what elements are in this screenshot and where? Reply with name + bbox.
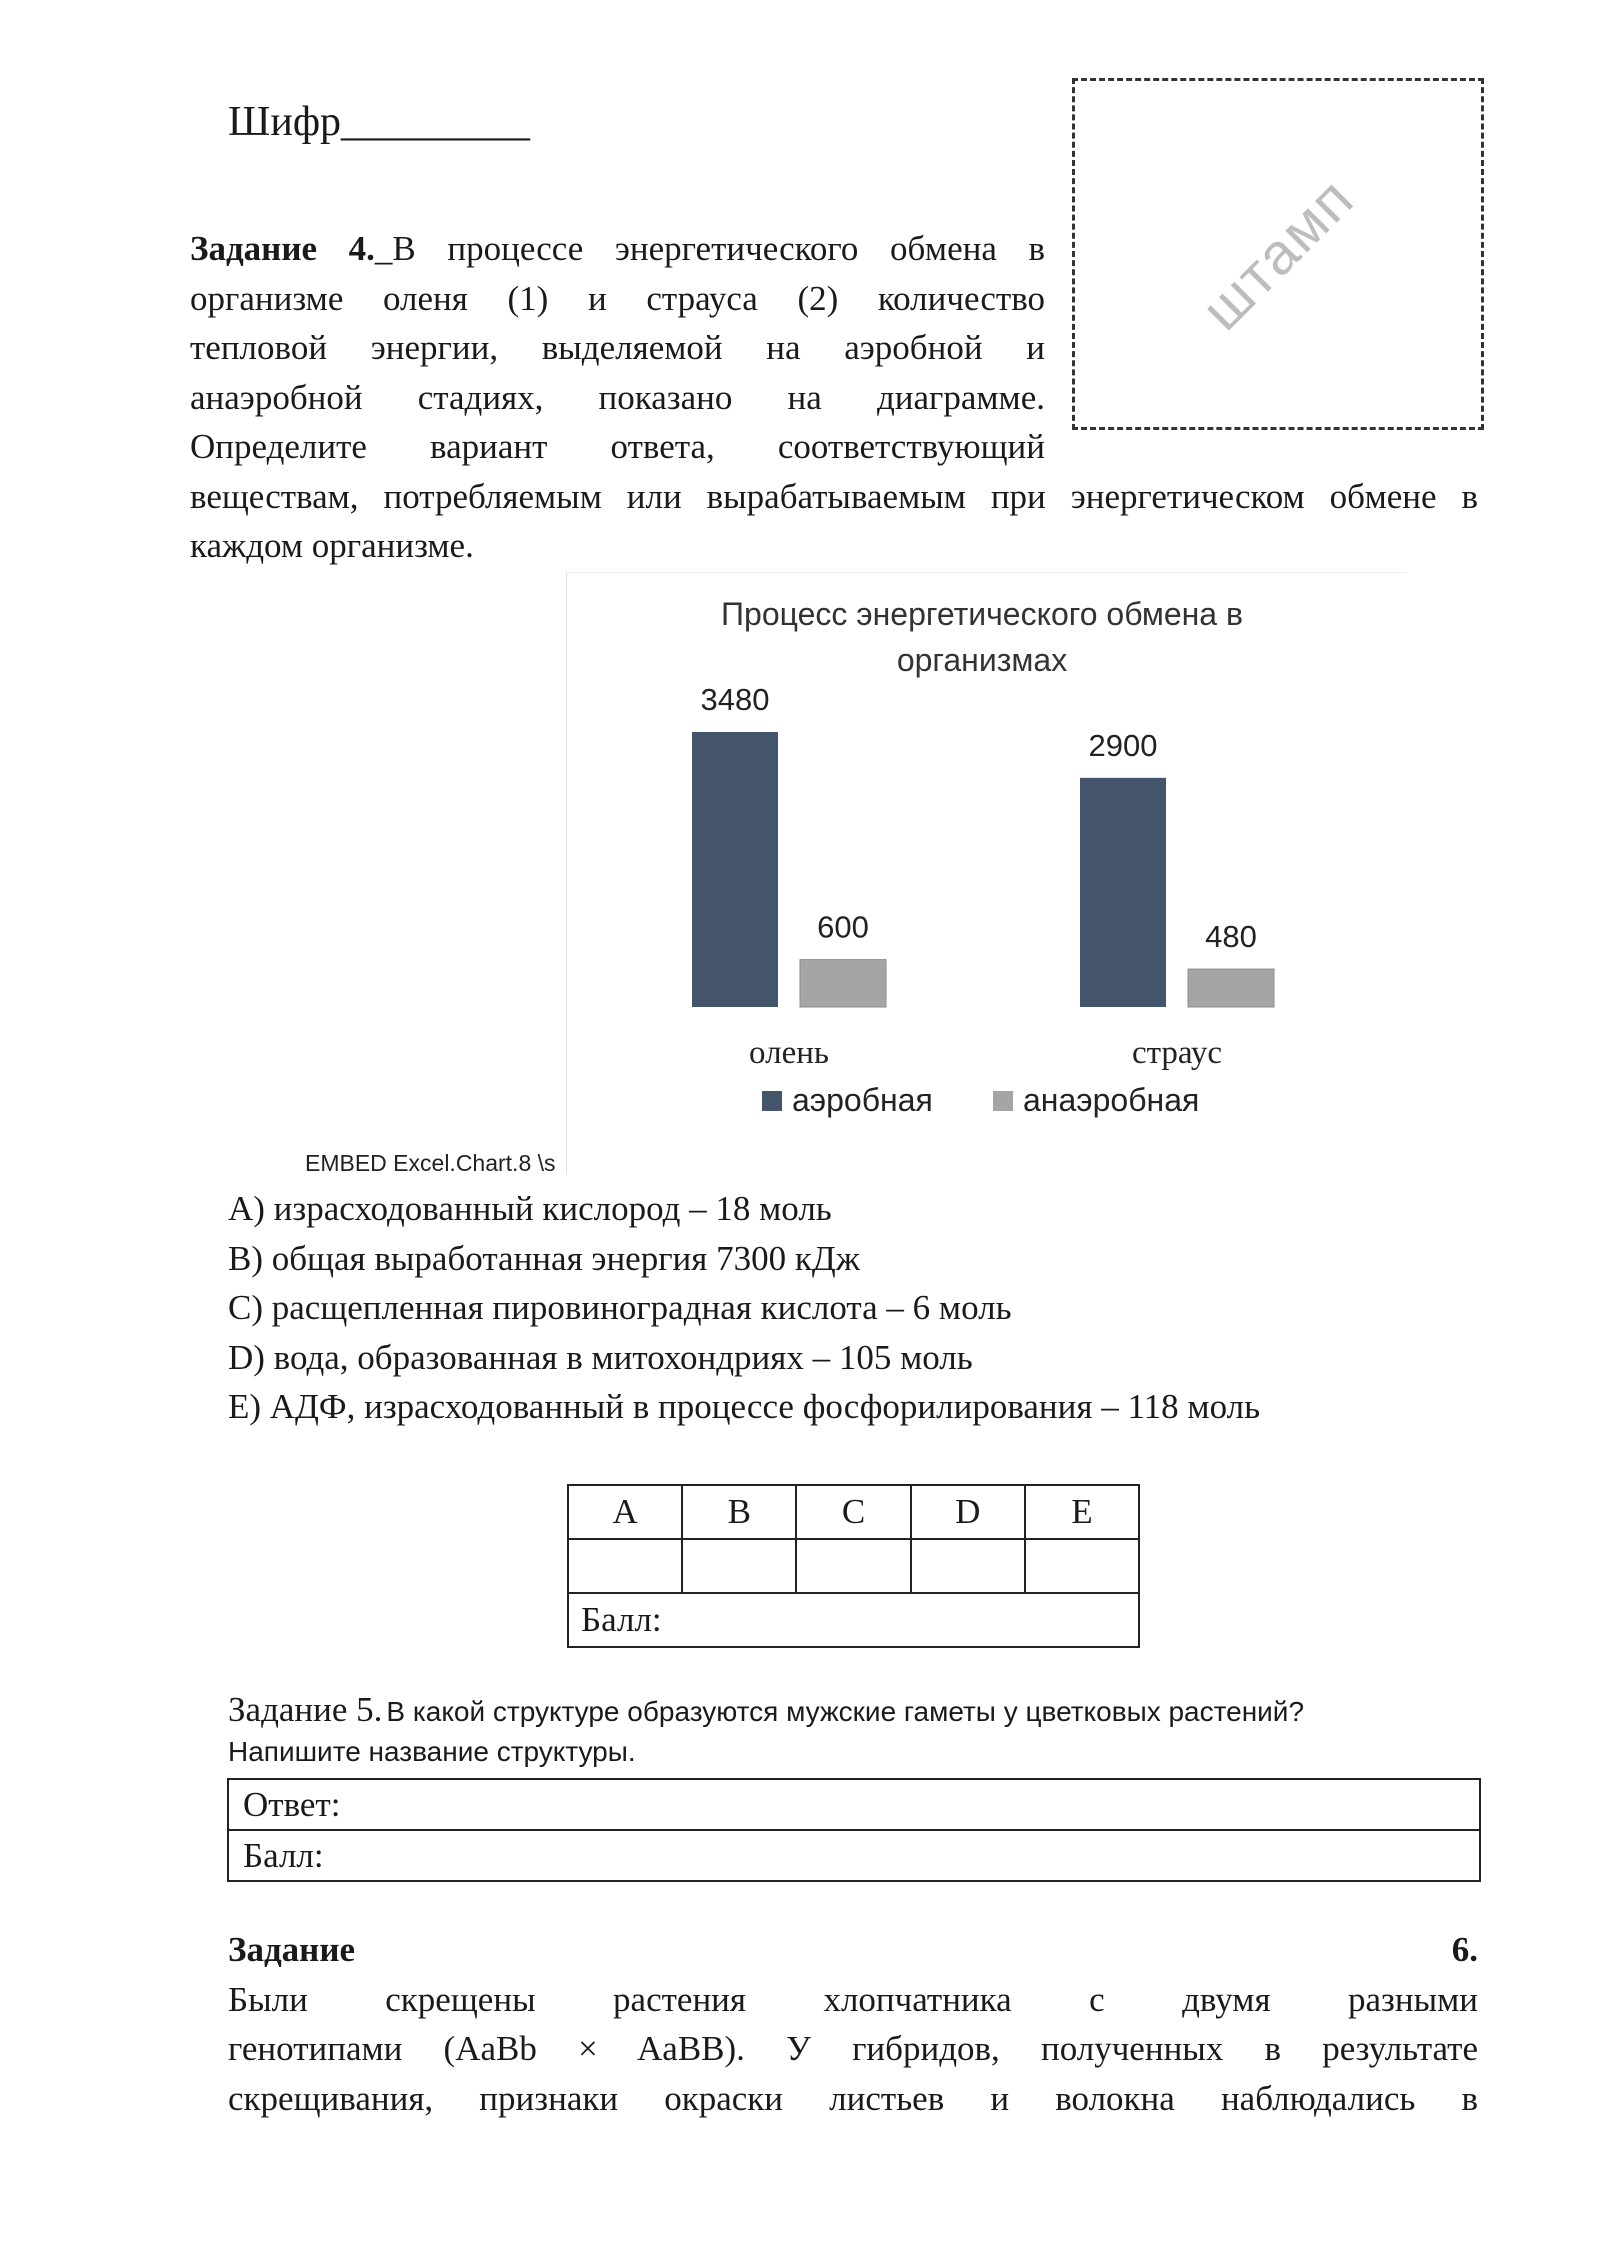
chart-title-line: организмах [896, 642, 1068, 678]
legend-label: анаэробная [1023, 1082, 1200, 1118]
task6-title: Задание 6. [228, 1930, 1478, 1969]
grid-header-a: A [568, 1485, 682, 1539]
task4-line: тепловой энергии, выделяемой на аэробной и [190, 328, 1045, 367]
stamp-watermark: штамп [1189, 165, 1367, 343]
task6-line: скрещивания, признаки окраски листьев и волокна наблюдались в [228, 2078, 1478, 2118]
task4-line: анаэробной стадиях, показано на диаграмме. [190, 377, 1045, 417]
legend-label: аэробная [792, 1082, 933, 1118]
answer-option-b: B) общая выработанная энергия 7300 кДж [228, 1238, 860, 1278]
grid-answer-cell-e[interactable] [1025, 1539, 1139, 1593]
task5-question: В какой структуре образуются мужские гаметы у цветковых растений? [386, 1696, 1305, 1727]
chart-bar [1188, 969, 1274, 1007]
grid-answer-cell-d[interactable] [911, 1539, 1025, 1593]
answer-option-e: E) АДФ, израсходованный в процессе фосфорилирования – 118 моль [228, 1387, 1261, 1426]
grid-header-e: E [1025, 1485, 1139, 1539]
chart-data-label: 2900 [1088, 727, 1158, 763]
grid-header-d: D [911, 1485, 1025, 1539]
task5-title: Задание 5. [228, 1690, 383, 1729]
energy-chart [566, 572, 1407, 1173]
task6-line: генотипами (AaBb × AaBB). У гибридов, полученных в результате [228, 2029, 1478, 2068]
grid-answer-cell-a[interactable] [568, 1539, 682, 1593]
task4-line: каждом организме. [190, 526, 474, 565]
chart-title-line: Процесс энергетического обмена в [721, 596, 1243, 632]
task5-score-cell[interactable]: Балл: [228, 1830, 1480, 1881]
grid-answer-cell-b[interactable] [682, 1539, 796, 1593]
chart-data-label: 480 [1205, 919, 1257, 955]
cipher-label: Шифр_________ [228, 99, 531, 145]
grid-header-b: B [682, 1485, 796, 1539]
task5-answer-cell[interactable]: Ответ: [228, 1779, 1480, 1830]
task4-line: веществам, потребляемым или вырабатываемым при энергетическом обмене в [190, 476, 1478, 516]
grid-answer-cell-c[interactable] [796, 1539, 910, 1593]
answer-option-d: D) вода, образованная в митохондриях – 105 моль [228, 1337, 973, 1377]
energy-chart-svg [567, 573, 1407, 1173]
task5-text [228, 1690, 1488, 1768]
task5-question-line2: Напишите название структуры. [228, 1736, 636, 1767]
legend-swatch [762, 1091, 782, 1111]
task6-line: Задание 6. Были скрещены растения хлопчатника с двумя разными [228, 1930, 1478, 2019]
answer-option-a: A) израсходованный кислород – 18 моль [228, 1189, 832, 1228]
chart-data-label: 600 [817, 909, 869, 945]
answer-option-c: C) расщепленная пировиноградная кислота – 6 моль [228, 1288, 1012, 1327]
chart-bar [1080, 778, 1166, 1007]
task4-line: организме оленя (1) и страуса (2) количество [190, 278, 1045, 318]
chart-bar [800, 960, 886, 1007]
task4-line: Задание 4._В процессе энергетического обмена в [190, 229, 1045, 268]
task4-answer-grid [567, 1484, 1140, 1648]
chart-bar [692, 732, 778, 1007]
embed-field-code: EMBED Excel.Chart.8 \s [305, 1150, 556, 1176]
chart-category-label: олень [749, 1035, 829, 1071]
chart-category-label: страус [1131, 1035, 1223, 1071]
chart-data-label: 3480 [700, 682, 770, 717]
grid-header-row [568, 1485, 1139, 1539]
task4-score-cell[interactable]: Балл: [568, 1593, 1139, 1647]
task4-line: Определите вариант ответа, соответствующий [190, 427, 1045, 466]
task4-text [190, 224, 1478, 571]
answer-options [228, 1184, 1260, 1432]
grid-score-row [568, 1593, 1139, 1647]
grid-header-c: C [796, 1485, 910, 1539]
task5-answer-table [227, 1778, 1481, 1882]
task4-title: Задание 4. [190, 229, 375, 268]
task6-text [228, 1925, 1478, 2123]
legend-swatch [993, 1091, 1013, 1111]
grid-answer-row [568, 1539, 1139, 1593]
